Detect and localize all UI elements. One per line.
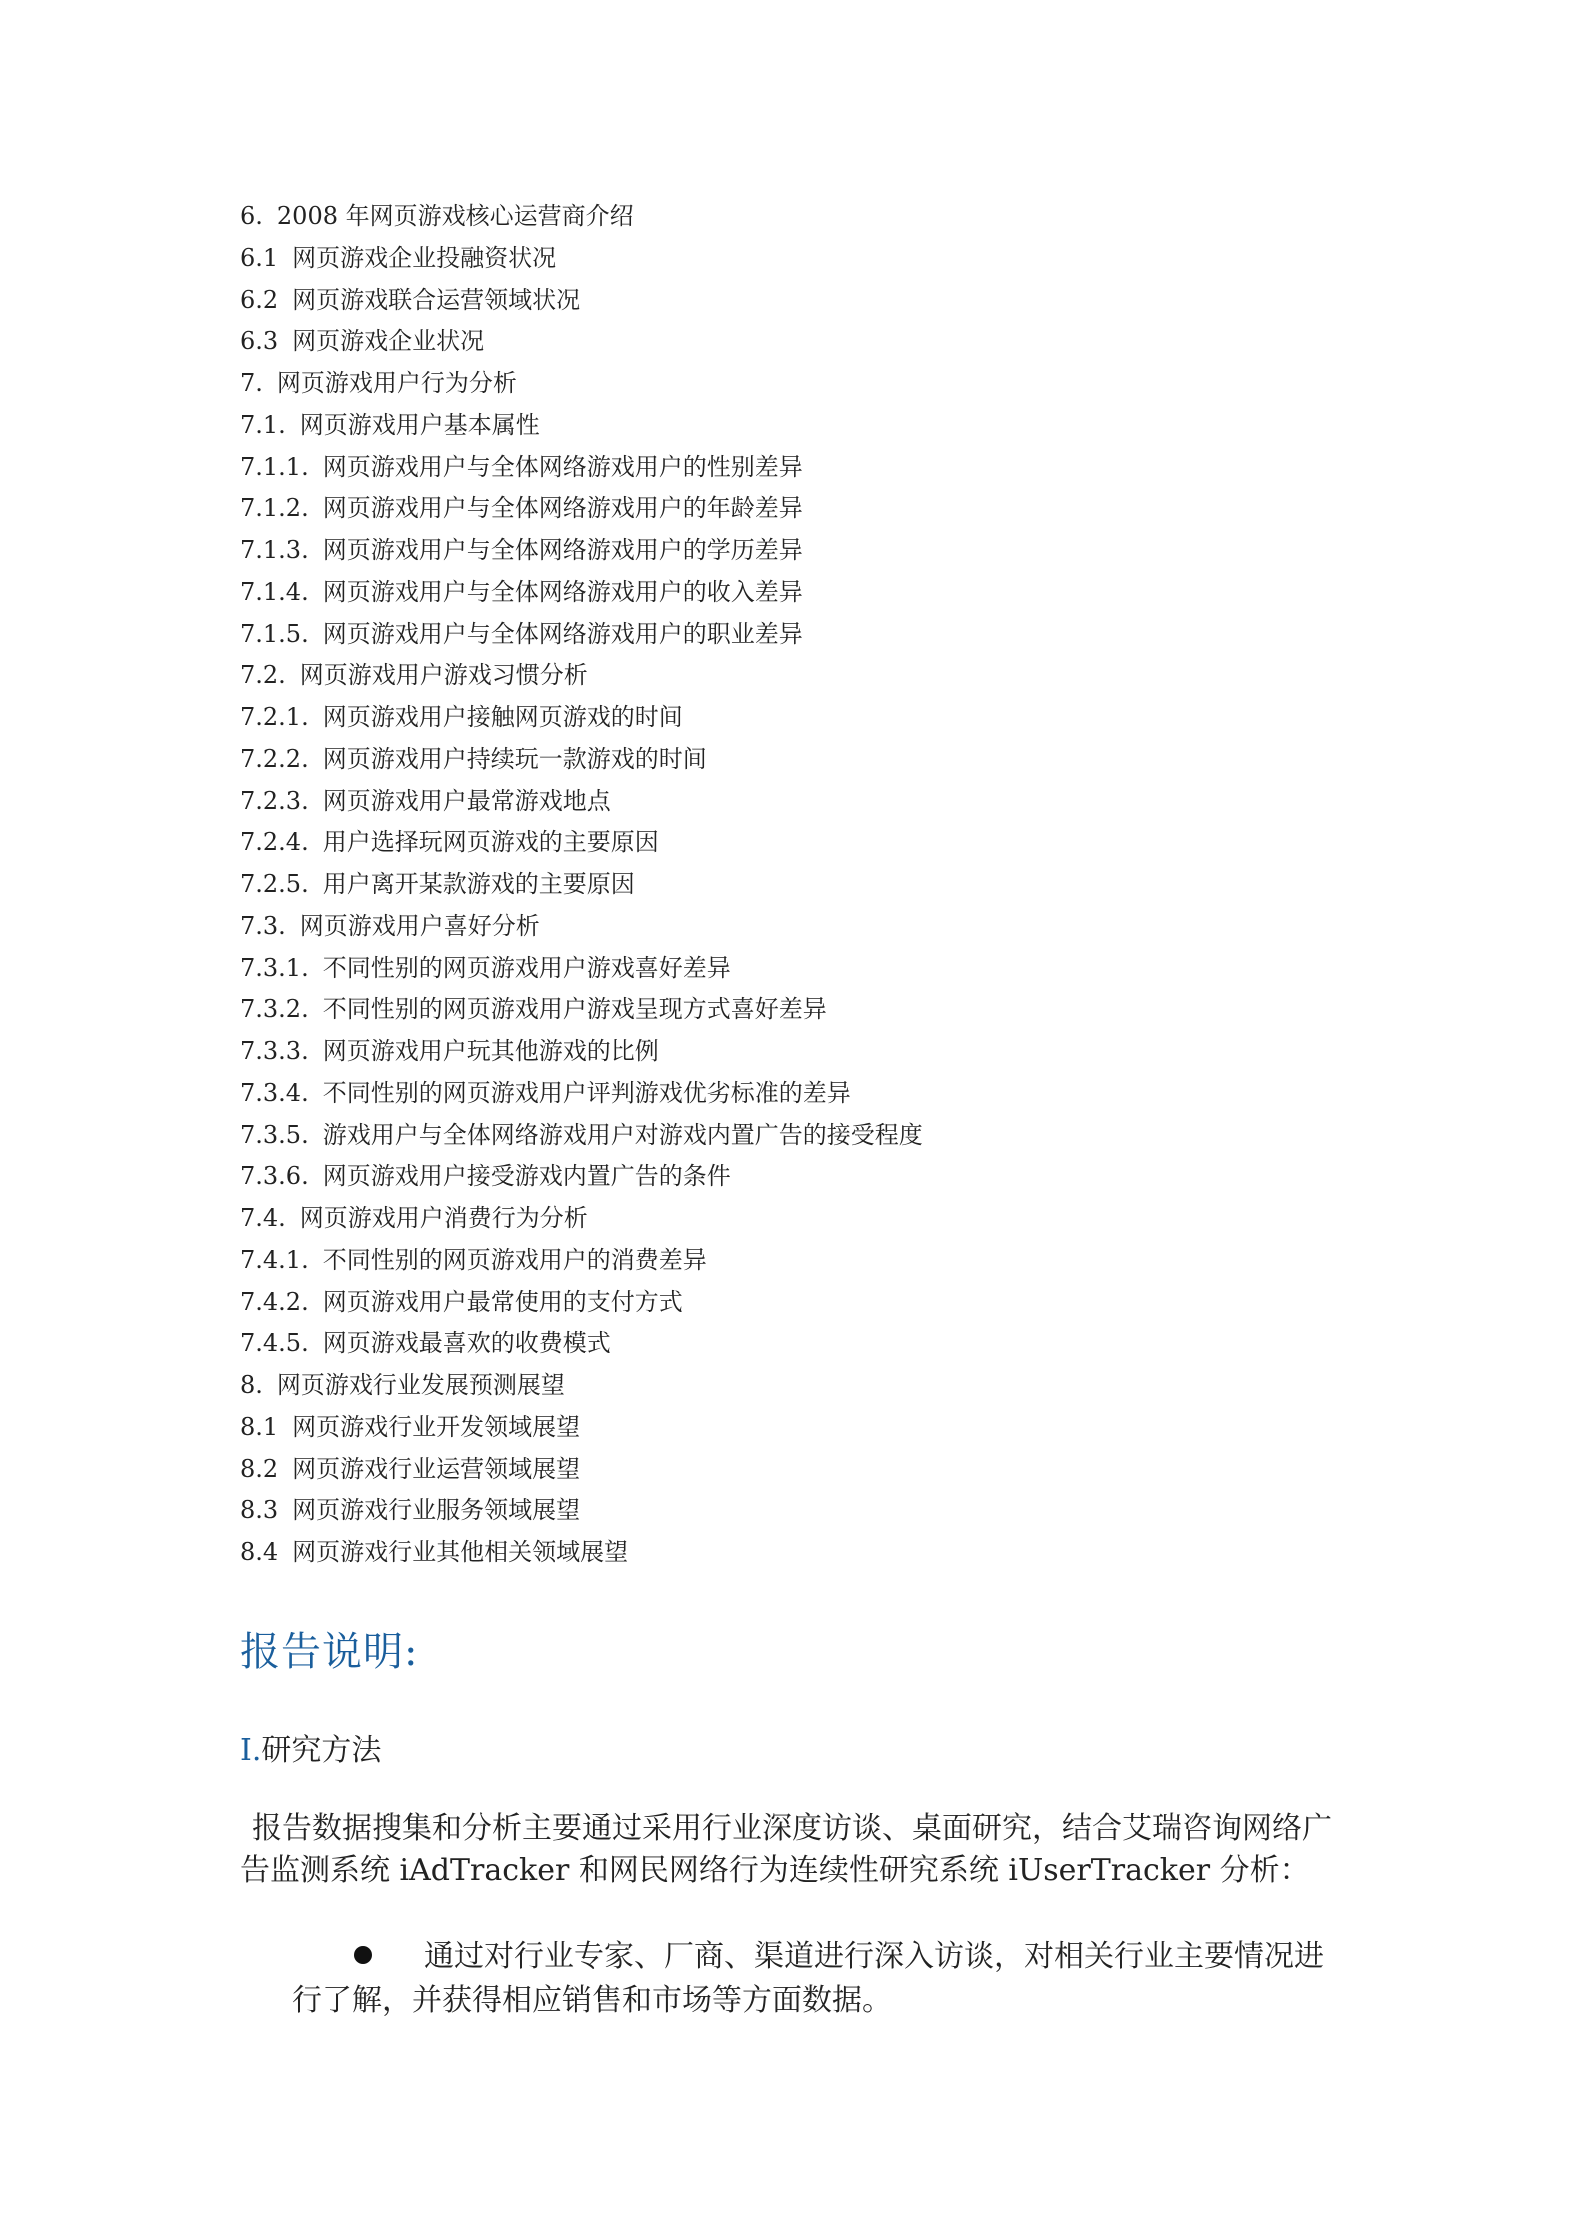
section-numeral: I.: [240, 1733, 262, 1768]
toc-item: [240, 1365, 923, 1407]
toc-item: [240, 1240, 923, 1282]
toc-item-label: 网页游戏用户接触网页游戏的时间: [322, 703, 683, 731]
toc-item: [240, 1407, 923, 1449]
toc-item: [240, 488, 923, 530]
methodology-paragraph: 报告数据搜集和分析主要通过采用行业深度访谈、桌面研究，结合艾瑞咨询网络广告监测系统 iAdTracker 和网民网络行为连续性研究系统 iUserTracker 分析：: [240, 1811, 1332, 1888]
toc-item-number: 7.2.1.: [240, 703, 309, 731]
toc-item-number: 8.3: [240, 1496, 279, 1525]
toc-item: [240, 989, 923, 1031]
toc-item: [240, 614, 923, 656]
toc-item-label: 网页游戏用户与全体网络游戏用户的性别差异: [322, 452, 803, 481]
toc-item: [240, 321, 923, 363]
toc-item: [240, 1073, 923, 1115]
toc-item-number: 7.4.5.: [240, 1329, 309, 1358]
report-heading: 报告说明:: [240, 1629, 419, 1675]
toc-item-label: 网页游戏用户行为分析: [276, 369, 517, 397]
toc-item-label: 网页游戏用户最常游戏地点: [322, 786, 611, 815]
toc-item: [240, 1282, 923, 1324]
toc-item-label: 网页游戏最喜欢的收费模式: [322, 1329, 611, 1358]
table-of-contents: [240, 196, 923, 1574]
bullet-item: [292, 1935, 1352, 2023]
toc-item-number: 7.3.: [240, 911, 286, 940]
toc-item: [240, 363, 923, 405]
toc-item: [240, 196, 923, 238]
toc-item-label: 网页游戏用户与全体网络游戏用户的学历差异: [322, 536, 803, 564]
toc-item-label: 网页游戏行业运营领域展望: [292, 1454, 581, 1483]
toc-item: [240, 1449, 923, 1491]
toc-item-number: 7.3.4.: [240, 1078, 309, 1107]
toc-item-label: 用户选择玩网页游戏的主要原因: [322, 828, 659, 857]
toc-item: [240, 948, 923, 990]
toc-item-number: 7.1.: [240, 410, 286, 439]
toc-item-label: 用户离开某款游戏的主要原因: [322, 870, 635, 898]
toc-item: [240, 1490, 923, 1532]
bullet-text: 通过对行业专家、厂商、渠道进行深入访谈，对相关行业主要情况进行了解，并获得相应销售和市场等方面数据。: [292, 1939, 1324, 2018]
toc-item-label: 网页游戏用户游戏习惯分析: [299, 661, 588, 690]
section-title: [240, 1725, 381, 1769]
toc-item-number: 6.2: [240, 285, 279, 314]
toc-item: [240, 822, 923, 864]
toc-item: [240, 1532, 923, 1574]
toc-item-label: 网页游戏联合运营领域状况: [292, 285, 581, 314]
toc-item-number: 7.4.: [240, 1204, 286, 1232]
toc-item-label: 网页游戏用户玩其他游戏的比例: [322, 1037, 659, 1065]
toc-item-number: 7.2.2.: [240, 744, 309, 773]
toc-item: [240, 1115, 923, 1157]
toc-item-label: 网页游戏企业投融资状况: [292, 243, 557, 272]
toc-item: [240, 906, 923, 948]
toc-item-label: 网页游戏用户最常使用的支付方式: [322, 1287, 683, 1316]
section-title-text: 研究方法: [261, 1733, 382, 1768]
toc-item: [240, 572, 923, 614]
toc-item-number: 7.1.2.: [240, 494, 309, 523]
toc-item-number: 7.1.3.: [240, 536, 309, 564]
toc-item-number: 7.3.3.: [240, 1037, 309, 1065]
toc-item-label: 不同性别的网页游戏用户的消费差异: [322, 1245, 707, 1274]
toc-item: [240, 864, 923, 906]
toc-item: [240, 1156, 923, 1198]
toc-item-number: 6.: [240, 202, 263, 230]
toc-item-label: 网页游戏用户与全体网络游戏用户的职业差异: [322, 619, 803, 648]
toc-item: [240, 781, 923, 823]
toc-item-label: 网页游戏用户持续玩一款游戏的时间: [322, 744, 707, 773]
toc-item-label: 网页游戏用户接受游戏内置广告的条件: [322, 1162, 731, 1191]
toc-item: [240, 280, 923, 322]
toc-item-number: 7.4.2.: [240, 1287, 309, 1316]
toc-item-label: 网页游戏行业服务领域展望: [292, 1496, 581, 1525]
toc-item-label: 游戏用户与全体网络游戏用户对游戏内置广告的接受程度: [322, 1120, 923, 1149]
toc-item-number: 7.2.: [240, 661, 286, 690]
toc-item-number: 8.4: [240, 1538, 279, 1566]
toc-item-number: 7.2.4.: [240, 828, 309, 857]
toc-item-label: 网页游戏用户喜好分析: [299, 911, 540, 940]
toc-item-number: 8.1: [240, 1412, 279, 1441]
toc-item-number: 6.3: [240, 327, 279, 356]
toc-item: [240, 739, 923, 781]
toc-item-number: 7.3.1.: [240, 953, 309, 982]
toc-item-number: 7.: [240, 369, 263, 397]
toc-item-number: 7.3.2.: [240, 995, 309, 1024]
toc-item-label: 不同性别的网页游戏用户游戏喜好差异: [322, 953, 731, 982]
toc-item: [240, 1323, 923, 1365]
bullet-icon: [354, 1946, 372, 1964]
toc-item-number: 7.3.5.: [240, 1120, 309, 1149]
toc-item-label: 网页游戏用户与全体网络游戏用户的年龄差异: [322, 494, 803, 523]
toc-item-number: 8.2: [240, 1454, 279, 1483]
toc-item: [240, 697, 923, 739]
toc-item-label: 网页游戏用户消费行为分析: [299, 1204, 588, 1232]
toc-item: [240, 1198, 923, 1240]
toc-item-label: 网页游戏企业状况: [292, 327, 485, 356]
toc-item-label: 2008 年网页游戏核心运营商介绍: [276, 202, 634, 230]
toc-item-number: 7.1.1.: [240, 452, 309, 481]
toc-item-label: 不同性别的网页游戏用户游戏呈现方式喜好差异: [322, 995, 827, 1024]
toc-item-label: 网页游戏用户与全体网络游戏用户的收入差异: [322, 577, 803, 606]
toc-item-label: 网页游戏行业发展预测展望: [276, 1371, 565, 1399]
toc-item-number: 7.4.1.: [240, 1245, 309, 1274]
toc-item-number: 6.1: [240, 243, 279, 272]
toc-item-label: 网页游戏行业其他相关领域展望: [292, 1538, 629, 1566]
toc-item: [240, 1031, 923, 1073]
toc-item: [240, 655, 923, 697]
toc-item: [240, 447, 923, 489]
toc-item-label: 网页游戏用户基本属性: [299, 410, 540, 439]
toc-item-label: 不同性别的网页游戏用户评判游戏优劣标准的差异: [322, 1078, 851, 1107]
toc-item-label: 网页游戏行业开发领域展望: [292, 1412, 581, 1441]
toc-item-number: 7.1.4.: [240, 577, 309, 606]
toc-item: [240, 405, 923, 447]
toc-item-number: 7.1.5.: [240, 619, 309, 648]
toc-item-number: 7.2.3.: [240, 786, 309, 815]
toc-item-number: 8.: [240, 1371, 263, 1399]
toc-item-number: 7.3.6.: [240, 1162, 309, 1191]
toc-item: [240, 238, 923, 280]
toc-item: [240, 530, 923, 572]
toc-item-number: 7.2.5.: [240, 870, 309, 898]
